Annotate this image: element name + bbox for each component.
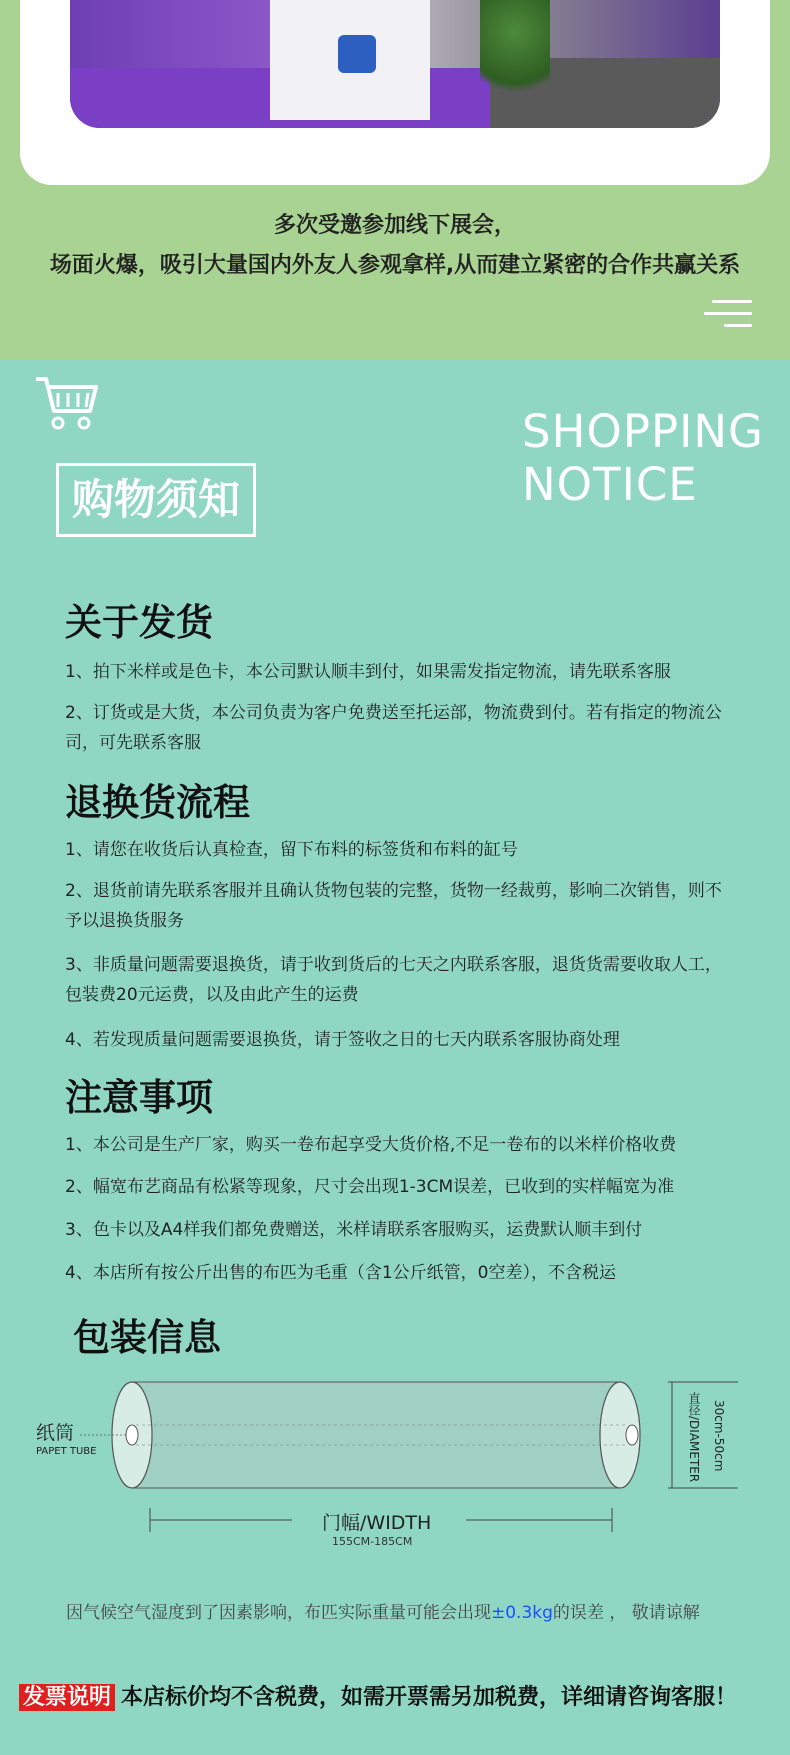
shipping-item: 1、拍下米样或是色卡，本公司默认顺丰到付，如果需发指定物流，请先联系客服 (65, 662, 671, 682)
returns-item: 4、若发现质量问题需要退换货，请于签收之日的七天内联系客服协商处理 (65, 1030, 620, 1050)
returns-item: 3、非质量问题需要退换货，请于收到货后的七天之内联系客服，退货货需要收取人工，包装费20元运费，以及由此产生的运费 (65, 955, 722, 1005)
attention-item: 1、本公司是生产厂家，购买一卷布起享受大货价格,不足一卷布的以米样价格收费 (65, 1135, 677, 1155)
packaging-heading: 包装信息 (73, 1316, 221, 1359)
attention-item: 2、幅宽布艺商品有松紧等现象，尺寸会出现1-3CM误差，已收到的实样幅宽为准 (65, 1177, 675, 1197)
attention-item: 4、本店所有按公斤出售的布匹为毛重（含1公斤纸管，0空差），不含税运 (65, 1263, 616, 1283)
width-label: 门幅/WIDTH (322, 1512, 432, 1534)
notice-chinese-title-box (56, 463, 256, 537)
width-range: 155CM-185CM (332, 1535, 413, 1548)
shopping-cart-icon (34, 375, 100, 433)
returns-item: 1、请您在收货后认真检查，留下布料的标签货和布料的缸号 (65, 840, 518, 860)
exhibition-section (0, 0, 790, 360)
shipping-heading: 关于发货 (65, 601, 213, 644)
returns-heading: 退换货流程 (65, 781, 250, 824)
plant (480, 0, 550, 110)
invoice-notice (19, 1680, 779, 1711)
diameter-label: 直径/DIAMETER (687, 1392, 701, 1483)
invoice-tag: 发票说明 (19, 1684, 115, 1711)
photo-card (20, 0, 770, 185)
weight-error-highlight: ±0.3kg (491, 1603, 553, 1623)
notice-english-title: SHOPPING NOTICE (522, 405, 764, 511)
tagline-line2: 场面火爆，吸引大量国内外友人参观拿样,从而建立紧密的合作共赢关系 (49, 253, 741, 278)
tagline-line1: 多次受邀参加线下展会， (273, 213, 516, 238)
returns-item: 2、退货前请先联系客服并且确认货物包装的完整，货物一经裁剪，影响二次销售，则不予以退换货服务 (65, 881, 722, 931)
attention-item: 3、色卡以及A4样我们都免费赠送，米样请联系客服购买，运费默认顺丰到付 (65, 1220, 643, 1240)
exhibition-photo (70, 0, 720, 128)
weight-error-note: 因气候空气湿度到了因素影响，布匹实际重量可能会出现±0.3kg的误差 ， 敬请谅解 (66, 1603, 700, 1623)
notice-chinese-title: 购物须知 (71, 475, 240, 524)
shipping-item: 2、订货或是大货，本公司负责为客户免费送至托运部，物流费到付。若有指定的物流公司，可先联系客服 (65, 703, 722, 753)
invoice-text: 本店标价均不含税费，如需开票需另加税费，详细请咨询客服！ (121, 1685, 738, 1710)
diameter-range: 30cm-50cm (712, 1400, 726, 1472)
paper-tube-label: 纸筒 (36, 1422, 75, 1444)
brand-logo (338, 35, 376, 73)
attention-heading: 注意事项 (65, 1076, 213, 1119)
paper-tube-en-label: PAPET TUBE (36, 1446, 97, 1457)
menu-lines-icon (704, 300, 752, 336)
